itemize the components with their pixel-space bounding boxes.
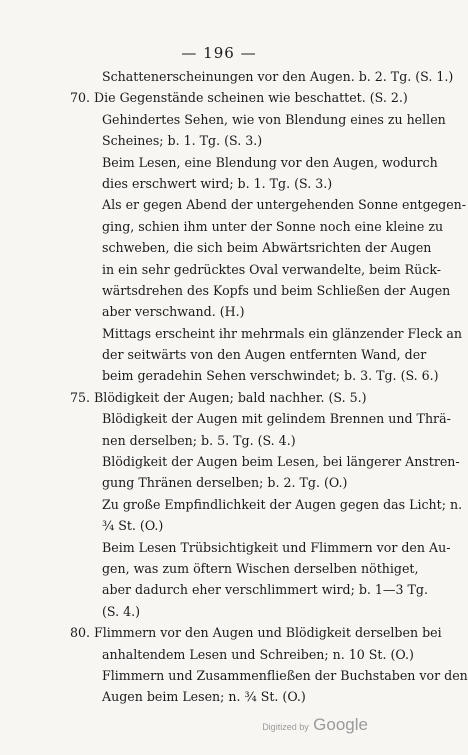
text-line: in ein sehr gedrücktes Oval verwandelte, beim Rück- [102,261,441,277]
watermark-small-text: Digitized by [262,722,309,732]
text-line: Gehindertes Sehen, wie von Blendung eines zu hellen [102,111,446,127]
text-line: gen, was zum öftern Wischen derselben nöthiget, [102,560,419,576]
page-number: — 196 — [181,44,257,62]
text-line: 80. Flimmern vor den Augen und Blödigkeit derselben bei [70,625,442,641]
text-line: ging, schien ihm unter der Sonne noch eine kleine zu [102,218,444,234]
text-line: Zu große Empfindlichkeit der Augen gegen das Licht; n. [102,496,463,512]
text-line: aber verschwand. (H.) [102,304,245,320]
body-text [70,66,468,708]
watermark-logo-text: Google [313,715,368,734]
text-line: (S. 4.) [102,603,141,619]
text-line: beim geradehin Sehen verschwindet; b. 3. Tg. (S. 6.) [102,368,439,384]
text-line: aber dadurch eher verschlimmert wird; b. 1—3 Tg. [102,582,428,598]
text-line: Beim Lesen Trübsichtigkeit und Flimmern vor den Au- [102,539,451,555]
text-line: Augen beim Lesen; n. ¾ St. (O.) [102,689,306,705]
text-line: Beim Lesen, eine Blendung vor den Augen, wodurch [102,154,438,170]
text-line: dies erschwert wird; b. 1. Tg. (S. 3.) [102,175,333,191]
text-line: nen derselben; b. 5. Tg. (S. 4.) [102,432,296,448]
text-line: anhaltendem Lesen und Schreiben; n. 10 St. (O.) [102,646,414,662]
text-line: ¾ St. (O.) [102,518,164,534]
text-line: 70. Die Gegenstände scheinen wie beschattet. (S. 2.) [70,90,408,106]
text-line: schweben, die sich beim Abwärtsrichten der Augen [102,240,432,256]
text-line: der seitwärts von den Augen entfernten Wand, der [102,347,427,363]
text-line: Mittags erscheint ihr mehrmals ein glänzender Fleck an [102,325,463,341]
text-line: wärtsdrehen des Kopfs und beim Schließen der Augen [102,282,451,298]
text-line: gung Thränen derselben; b. 2. Tg. (O.) [102,475,348,491]
text-line: Als er gegen Abend der untergehenden Sonne entgegen- [102,197,467,213]
google-watermark [262,715,368,735]
text-line: Blödigkeit der Augen mit gelindem Brennen und Thrä- [102,411,451,427]
text-line: Flimmern und Zusammenfließen der Buchstaben vor den [102,667,468,683]
text-line: 75. Blödigkeit der Augen; bald nachher. (S. 5.) [70,389,367,405]
text-line: Scheines; b. 1. Tg. (S. 3.) [102,133,263,149]
text-line: Blödigkeit der Augen beim Lesen, bei längerer Anstren- [102,454,460,470]
text-line: Schattenerscheinungen vor den Augen. b. 2. Tg. (S. 1.) [102,69,454,84]
